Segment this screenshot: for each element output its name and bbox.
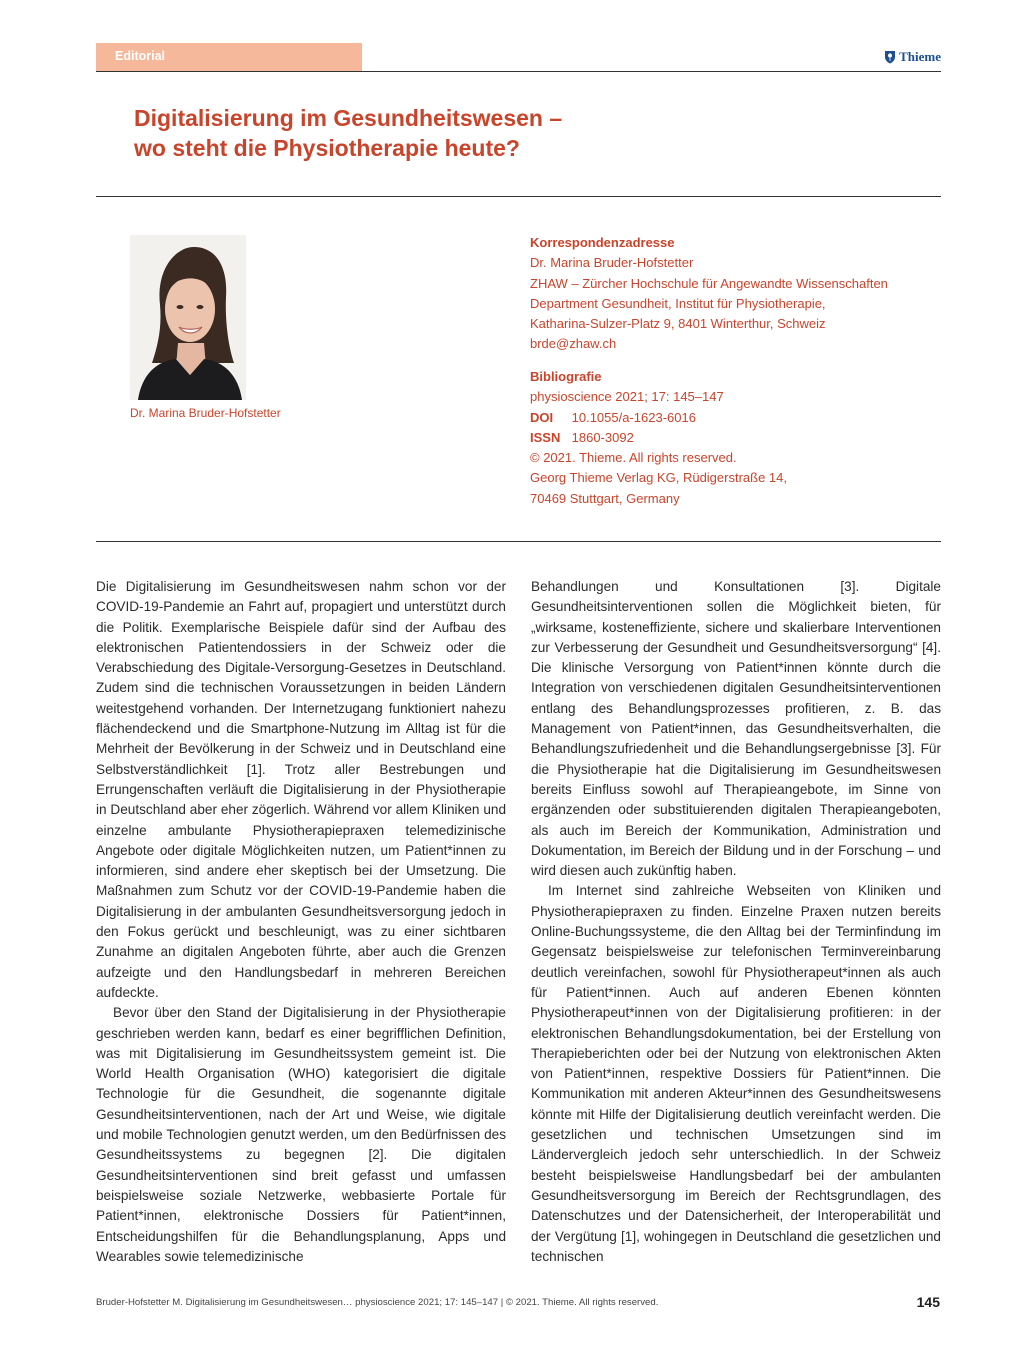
issn-label: ISSN: [530, 429, 561, 445]
copyright-line: © 2021. Thieme. All rights reserved.: [530, 450, 737, 466]
header-divider: [96, 71, 941, 72]
title-divider: [96, 196, 941, 197]
correspondence-department: Department Gesundheit, Institut für Physiotherapie,: [530, 295, 826, 311]
page-number: 145: [916, 1294, 940, 1310]
article-title-line-2: wo steht die Physiotherapie heute?: [134, 135, 520, 161]
footer-citation: Bruder-Hofstetter M. Digitalisierung im Gesundheitswesen… physioscience 2021; 17: 145–147 | © 2021. Thieme. All rights reserved.: [96, 1297, 659, 1308]
article-title-line-1: Digitalisierung im Gesundheitswesen –: [134, 105, 563, 131]
thieme-shield-icon: [884, 50, 896, 64]
section-label: Editorial: [96, 43, 362, 71]
body-paragraph: Bevor über den Stand der Digitalisierung in der Physiotherapie geschrieben werden kann, bedarf es einer begrifflichen Definition, was mit Digitalisierung im Gesundheitssystem gemeint ist. Die World Health Organisation (WHO) kategorisiert die digitale Technologie für die Gesundheit, die sogenannte digitale Gesundheitsinterventionen, nach der Art und Weise, wie digitale und mobile Technologien genutzt werden, um den Bedürfnissen des Gesundheitssystems zu begegnen [2]. Die digitalen Gesundheitsinterventionen sind breit gefasst und umfassen beispielsweise soziale Netzwerke, webbasierte Portale für Patient*innen, elektronische Dossiers für Patient*innen, Entscheidungshilfen für die Behandlungsplanung, Apps und Wearables sowie telemedizinische: [96, 1005, 506, 1264]
correspondence-institution: ZHAW – Zürcher Hochschule für Angewandte Wissenschaften: [530, 275, 888, 291]
body-paragraph: Die Digitalisierung im Gesundheitswesen nahm schon vor der COVID-19-Pandemie an Fahrt auf, propagiert und unterstützt durch die Politik. Exemplarische Beispiele dafür sind der Aufbau des elektronischen Patientendossiers in der Schweiz oder die Verabschiedung des Digitale-Versorgung-Gesetzes in Deutschland. Zudem sind die technischen Voraussetzungen in beiden Ländern weitestgehend vorhanden. Der Internetzugang funktioniert nahezu flächendeckend und die Smartphone-Nutzung im Alltag ist für die Mehrheit der Bevölkerung in der Schweiz und in Deutschland eine Selbstverständlichkeit [1]. Trotz aller Bestrebungen und Errungenschaften verläuft die Digitalisierung in der Physiotherapie in Deutschland aber eher zögerlich. Während vor allem Kliniken und einzelne ambulante Physiotherapiepraxen telemedizinische Angebote oder digitale Möglichkeiten nutzen, um Patient*innen zu informieren, sind andere eher skeptisch bei der Umsetzung. Die Maßnahmen zum Schutz vor der COVID-19-Pandemie haben die Digitalisierung in der ambulanten Gesundheitsversorgung jedoch in den Fokus gerückt und beschleunigt, was zu einer sichtbaren Zunahme an digitalen Angeboten führte, aber auch die Grenzen aufzeigte und den Handlungsbedarf in mehreren Bereichen aufdeckte.: [96, 579, 506, 1000]
photo-caption: Dr. Marina Bruder-Hofstetter: [130, 406, 281, 420]
correspondence-block: [530, 233, 930, 355]
correspondence-name: Dr. Marina Bruder-Hofstetter: [530, 255, 694, 271]
publisher-logo-text: Thieme: [899, 49, 941, 64]
body-column-left: [96, 577, 506, 1267]
body-paragraph: Behandlungen und Konsultationen [3]. Digitale Gesundheitsinterventionen sollen die Möglichkeit bieten, für „wirksame, kosteneffiziente, sichere und skalierbare Interventionen zur Verbesserung der Gesundheit und Gesundheitsversorgung“ [4]. Die klinische Versorgung von Patient*innen könnte durch die Integration von verschiedenen digitalen Gesundheitsinterventionen entlang des Behandlungsprozesses profitieren, z. B. das Management von Patient*innen, das Gesundheitsverhalten, die Behandlungszufriedenheit und die Behandlungsergebnisse [3]. Für die Physiotherapie hat die Digitalisierung im Gesundheitswesen bereits Einfluss sowohl auf Therapieangebote, im Sinne von ergänzenden oder substituierenden digitalen Therapieangeboten, als auch im Bereich der Kommunikation, Administration und Dokumentation, im Bereich der Bildung und in der Forschung – und wird diesen auch zukünftig haben.: [531, 579, 941, 879]
bibliography-citation: physioscience 2021; 17: 145–147: [530, 389, 724, 405]
issn-line: [530, 428, 930, 448]
publisher-address-line-1: Georg Thieme Verlag KG, Rüdigerstraße 14,: [530, 470, 787, 486]
author-portrait-illustration: [130, 235, 246, 400]
body-paragraph: Im Internet sind zahlreiche Webseiten von Kliniken und Physiotherapiepraxen zu finden. Einzelne Praxen nutzen bereits Online-Buchungssysteme, die den Alltag bei der Terminfindung im Gegensatz beispielsweise zur telefonischen Terminvereinbarung deutlich vereinfachen, sowohl für Physiotherapeut*innen als auch für Patient*innen. Auch auf anderen Ebenen könnten Physiotherapeut*innen von der Digitalisierung profitieren: in der elektronischen Behandlungsdokumentation, bei der Erstellung von Therapieberichten oder bei der Nutzung von elektronischen Akten von Patient*innen, respektive Dossiers für Patient*innen. Die Kommunikation mit anderen Akteur*innen des Gesundheitswesens könnte mit Hilfe der Digitalisierung deutlich vereinfacht werden. Die gesetzlichen und technischen Umsetzungen sind im Ländervergleich jedoch sehr unterschiedlich. In der Schweiz besteht beispielsweise Handlungsbedarf bei der ambulanten Gesundheitsversorgung im Bereich der Rechtsgrundlagen, des Datenschutzes und der Datensicherheit, der Interoperabilität und der Vergütung [1], wohingegen in Deutschland die gesetzlichen und technischen: [531, 883, 941, 1264]
bibliography-block: [530, 367, 930, 509]
body-column-right: [531, 577, 941, 1267]
issn-value: 1860-3092: [571, 429, 634, 445]
publisher-address-line-2: 70469 Stuttgart, Germany: [530, 490, 680, 506]
author-photo: [130, 235, 246, 400]
body-divider: [96, 541, 941, 542]
correspondence-email[interactable]: brde@zhaw.ch: [530, 336, 617, 352]
publisher-logo[interactable]: [884, 49, 941, 65]
doi-value[interactable]: 10.1055/a-1623-6016: [571, 409, 696, 425]
correspondence-address: Katharina-Sulzer-Platz 9, 8401 Winterthur, Schweiz: [530, 316, 826, 332]
article-title: [134, 103, 834, 163]
correspondence-heading: Korrespondenzadresse: [530, 235, 675, 250]
doi-label: DOI: [530, 409, 554, 425]
bibliography-heading: Bibliografie: [530, 369, 602, 384]
doi-line: [530, 408, 930, 428]
